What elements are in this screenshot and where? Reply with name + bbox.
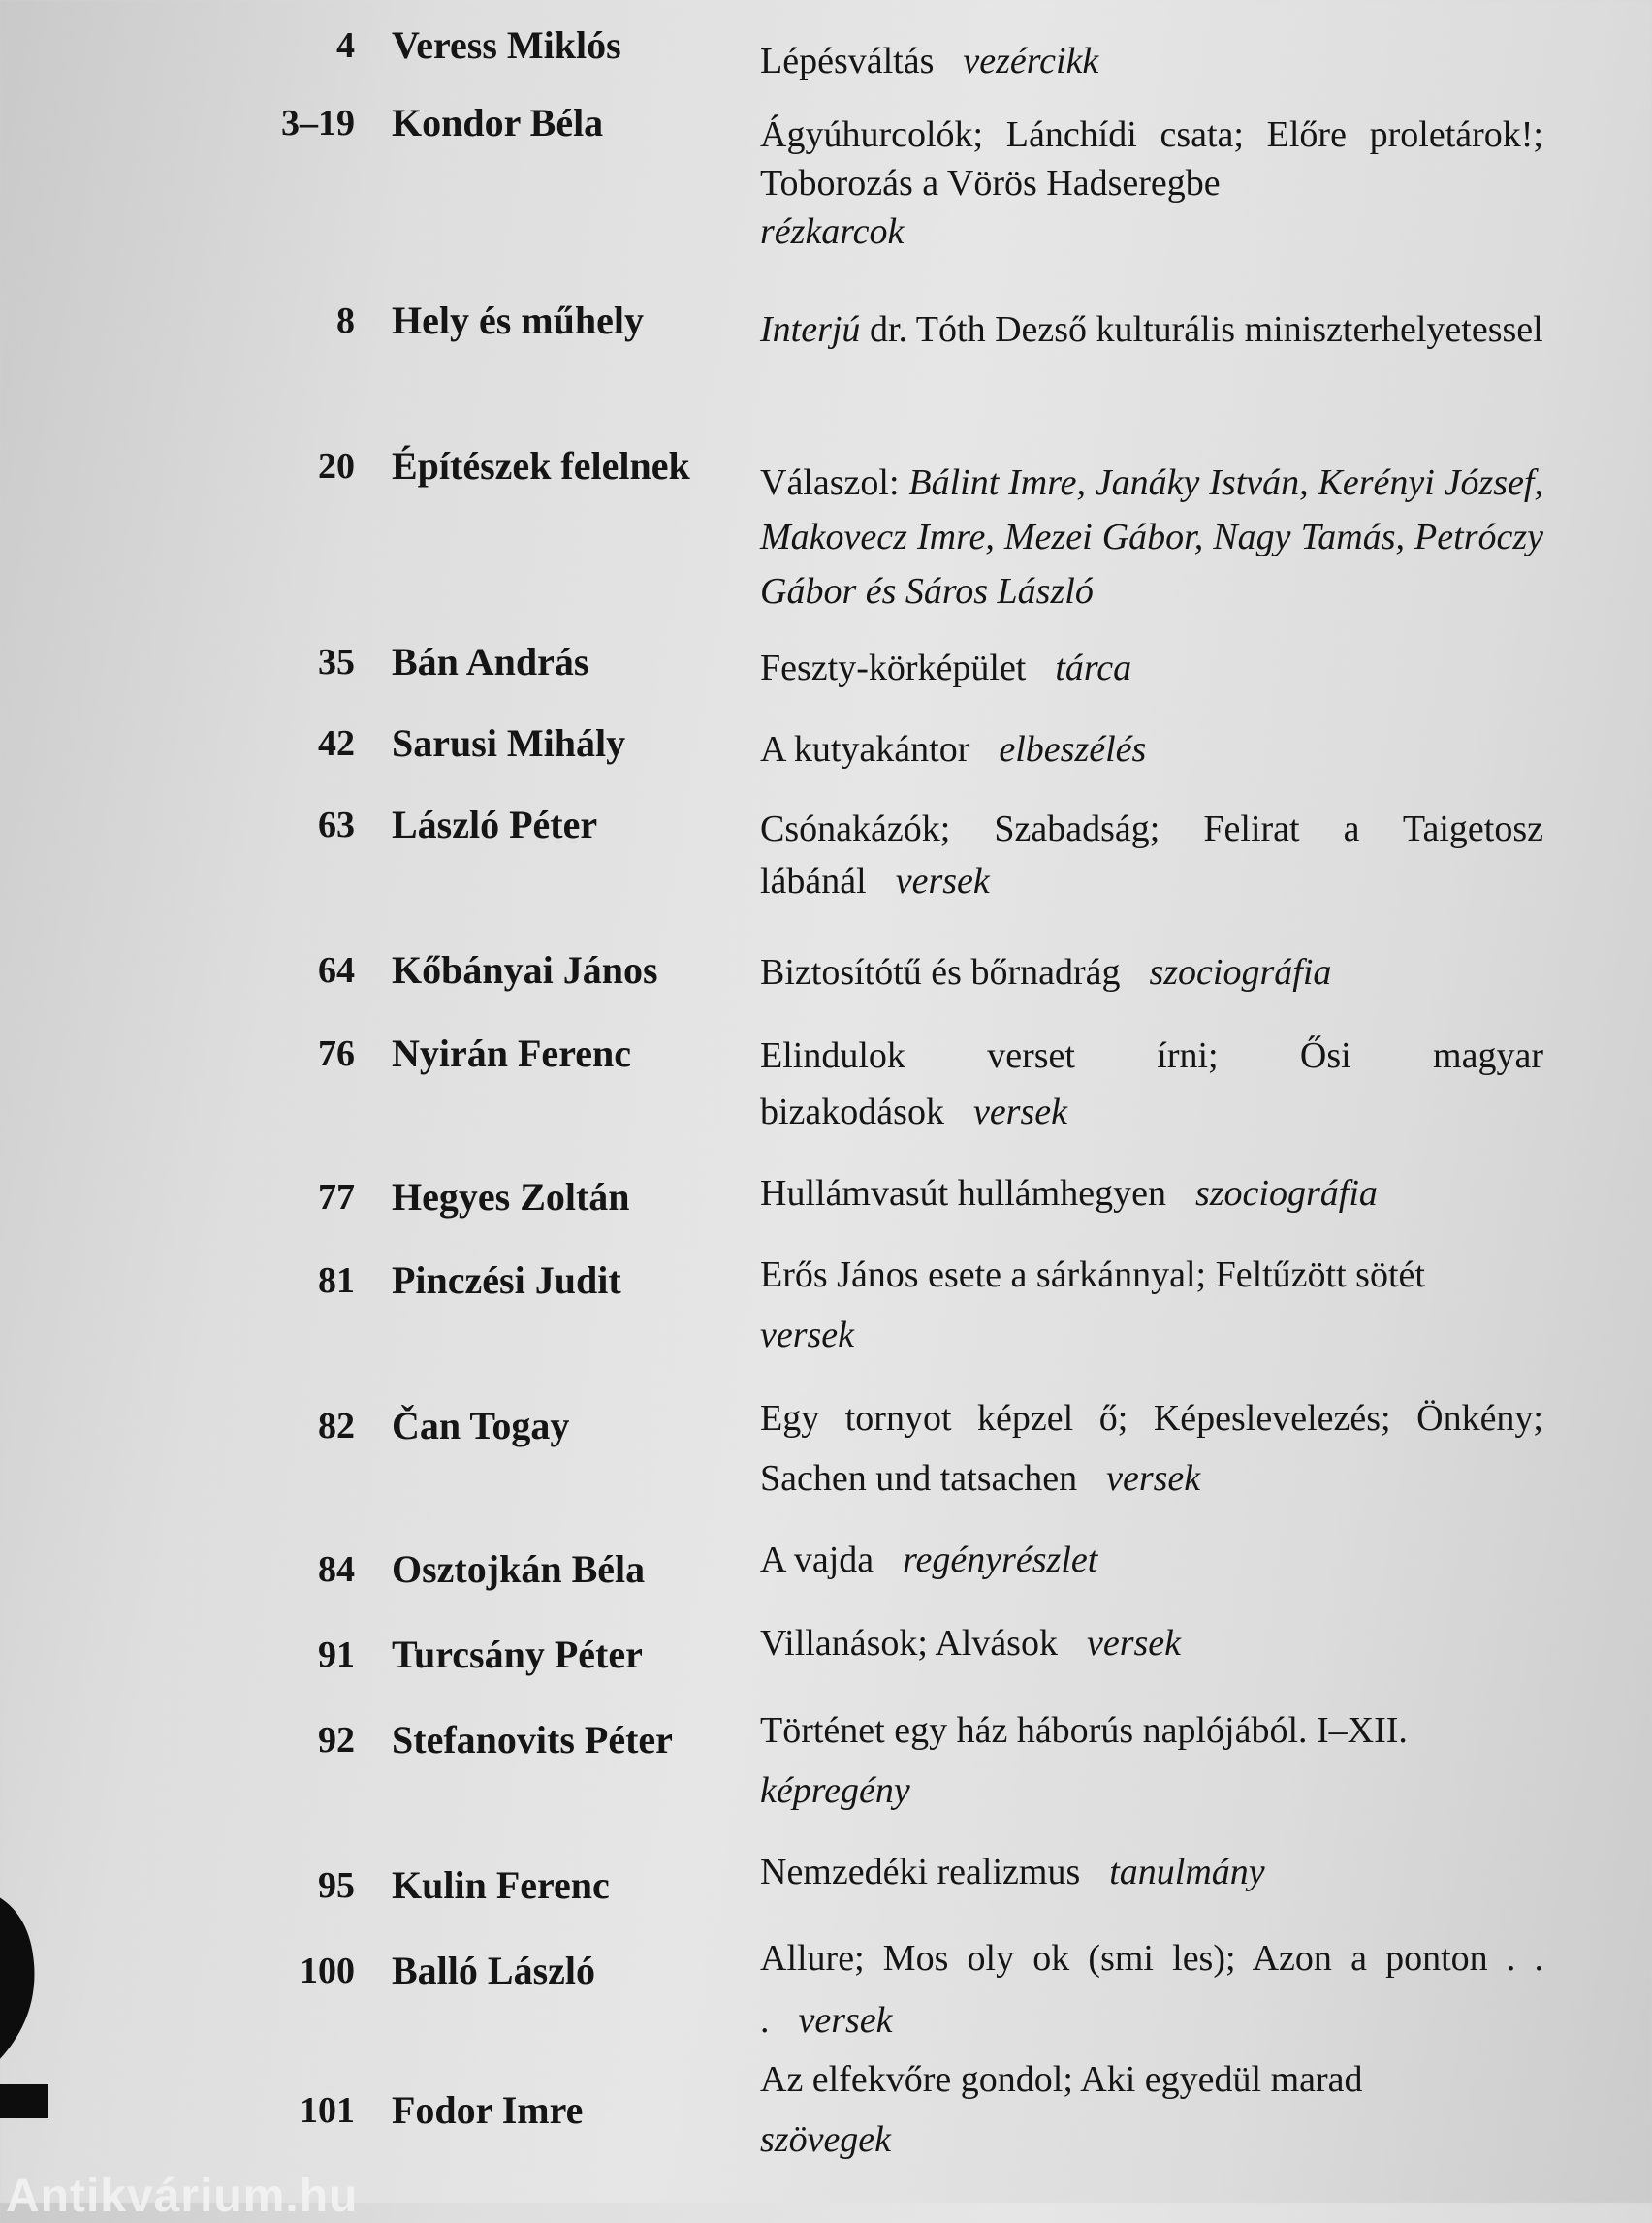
genre-label: tárca (1055, 648, 1132, 688)
page-number: 63 (318, 805, 355, 845)
work-title (760, 1165, 1543, 1222)
genre-label: versek (1086, 1623, 1182, 1664)
genre-label: szövegek (760, 2119, 892, 2160)
work-title (760, 803, 1543, 907)
author-name: Turcsány Péter (392, 1633, 643, 1676)
work-title (760, 456, 1543, 619)
interview-label: Interjú (760, 309, 861, 350)
genre-label: rézkarcok (760, 211, 905, 252)
work-title (760, 304, 1543, 355)
genre-label: versek (972, 1092, 1067, 1132)
genre-label: versek (798, 2000, 893, 2041)
page-number: 95 (318, 1865, 355, 1906)
work-title (760, 1532, 1543, 1588)
genre-label: versek (895, 861, 990, 902)
page-number: 8 (336, 301, 355, 341)
page-number: 100 (300, 1951, 355, 1991)
title-text: Villanások; Alvások (760, 1623, 1058, 1664)
title-text: Válaszol: (760, 462, 900, 503)
page-number: 82 (318, 1406, 355, 1446)
genre-label: vezércikk (963, 41, 1099, 81)
page-number: 92 (318, 1720, 355, 1761)
author-name: Čan Togay (392, 1404, 570, 1447)
genre-label: szociográfia (1149, 952, 1332, 993)
title-text: Elindulok verset írni; Ősi magyar bizakodások (760, 1035, 1543, 1132)
page-number: 101 (300, 2090, 355, 2131)
work-title (760, 111, 1543, 256)
genre-label: szociográfia (1194, 1173, 1378, 1214)
work-title (760, 944, 1543, 1000)
page-number: 42 (318, 723, 355, 764)
title-text: Az elfekvőre gondol; Aki egyedül marad (760, 2059, 1363, 2100)
page-number: 76 (318, 1033, 355, 1074)
title-text: Feszty-körképület (760, 648, 1027, 688)
work-title (760, 2049, 1543, 2170)
author-name: Stefanovits Péter (392, 1718, 673, 1762)
work-title (760, 1700, 1543, 1821)
author-name: Sarusi Mihály (392, 721, 626, 765)
title-text: A kutyakántor (760, 729, 970, 770)
work-title (760, 33, 1543, 89)
work-title (760, 1844, 1543, 1900)
title-text: A vajda (760, 1540, 874, 1580)
work-title (760, 721, 1543, 778)
issue-number-graphic (0, 1876, 68, 2118)
author-name: Veress Miklós (392, 23, 621, 67)
page-number: 91 (318, 1635, 355, 1675)
author-name: Hegyes Zoltán (392, 1175, 630, 1219)
page-number: 81 (318, 1260, 355, 1301)
genre-label: elbeszélés (999, 729, 1147, 770)
page-number: 77 (318, 1177, 355, 1218)
page-number: 4 (336, 25, 355, 66)
title-text: Egy tornyot képzel ő; Képeslevelezés; Önkény; Sachen und tatsachen (760, 1398, 1543, 1499)
title-text: Biztosítótű és bőrnadrág (760, 952, 1121, 993)
genre-label: tanulmány (1109, 1852, 1265, 1892)
watermark: Antikvárium.hu (6, 2171, 359, 2222)
page-number: 84 (318, 1549, 355, 1590)
title-text: Allure; Mos oly ok (smi les); Azon a ponton . . . (760, 1938, 1543, 2041)
respondent-names: Bálint Imre, Janáky István, Kerényi József, Makovecz Imre, Mezei Gábor, Nagy Tamás, Petróczy Gábor és Sáros László (760, 462, 1543, 612)
work-title (760, 1615, 1543, 1671)
title-text: Lépésváltás (760, 41, 935, 81)
author-name: László Péter (392, 803, 598, 846)
author-name: Pinczési Judit (392, 1258, 621, 1302)
work-title (760, 1245, 1543, 1365)
page-number: 35 (318, 642, 355, 683)
author-name: Kulin Ferenc (392, 1863, 610, 1907)
author-name: Bán András (392, 640, 589, 683)
genre-label: regényrészlet (903, 1540, 1098, 1580)
author-name: Kőbányai János (392, 948, 658, 992)
work-title (760, 1028, 1543, 1140)
author-name: Balló László (392, 1949, 596, 1992)
title-text: dr. Tóth Dezső kulturális miniszterhelyetessel (869, 309, 1543, 350)
work-title (760, 1388, 1543, 1508)
author-name: Építészek felelnek (392, 444, 690, 488)
title-text: Hullámvasút hullámhegyen (760, 1173, 1166, 1214)
title-text: Erős János esete a sárkánnyal; Feltűzött sötét (760, 1254, 1425, 1295)
genre-label: versek (760, 1315, 855, 1355)
page-number: 64 (318, 950, 355, 991)
author-name: Osztojkán Béla (392, 1547, 646, 1591)
title-text: Nemzedéki realizmus (760, 1852, 1081, 1892)
genre-label: versek (1106, 1458, 1201, 1499)
title-text: Csónakázók; Szabadság; Felirat a Taigetosz lábánál (760, 809, 1543, 902)
author-name: Fodor Imre (392, 2088, 584, 2132)
author-name: Kondor Béla (392, 101, 604, 144)
title-text: Ágyúhurcolók; Lánchídi csata; Előre proletárok!; Toborozás a Vörös Hadseregbe (760, 114, 1543, 204)
work-title (760, 1927, 1543, 2051)
title-text: Történet egy ház háborús naplójából. I–XII. (760, 1710, 1408, 1751)
author-name: Hely és műhely (392, 299, 644, 342)
genre-label: képregény (760, 1770, 910, 1811)
author-name: Nyirán Ferenc (392, 1032, 631, 1075)
page-number: 3–19 (281, 103, 355, 143)
page-number: 20 (318, 446, 355, 487)
work-title (760, 640, 1543, 696)
